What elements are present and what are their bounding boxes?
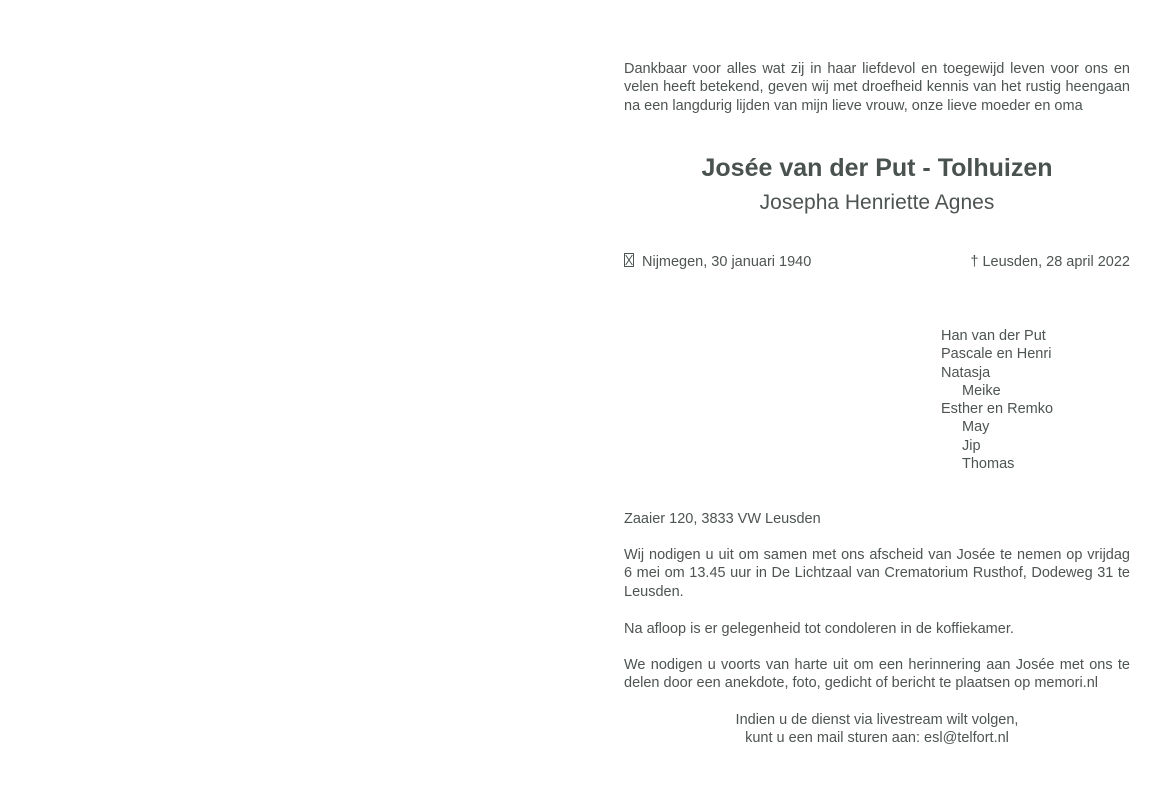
family-member-grandchild: May xyxy=(962,419,990,436)
deceased-full-names: Josepha Henriette Agnes xyxy=(759,191,995,214)
livestream-note xyxy=(624,711,1130,748)
livestream-line-1: Indien u de dienst via livestream wilt volgen, xyxy=(735,712,1019,728)
birth-text: Nijmegen, 30 januari 1940 xyxy=(642,254,812,270)
invitation-paragraph: Wij nodigen u uit om samen met ons afscheid van Josée te nemen op vrijdag 6 mei om 13.45 uur in De Lichtzaal van Crematorium Rusthof, Dodeweg 31 te Leusden. xyxy=(624,547,1130,600)
family-member: Pascale en Henri xyxy=(941,346,1052,363)
dates-row xyxy=(624,253,1130,273)
card-right-panel xyxy=(624,0,1130,807)
family-member-grandchild: Meike xyxy=(962,382,1001,399)
death-info: † Leusden, 28 april 2022 xyxy=(970,254,1130,270)
family-member: Esther en Remko xyxy=(941,401,1054,418)
condolence-paragraph: Na afloop is er gelegenheid tot condoleren in de koffiekamer. xyxy=(624,621,1014,637)
birth-star-icon xyxy=(624,253,634,267)
memory-paragraph: We nodigen u voorts van harte uit om een herinnering aan Josée met ons te delen door een anekdote, foto, gedicht of bericht te plaatsen op memori.nl xyxy=(624,657,1130,692)
family-member-grandchild: Thomas xyxy=(962,456,1015,473)
livestream-line-2: kunt u een mail sturen aan: esl@telfort.nl xyxy=(745,730,1009,747)
deceased-name: Josée van der Put - Tolhuizen xyxy=(701,154,1053,182)
birth-info xyxy=(624,253,811,271)
intro-text: Dankbaar voor alles wat zij in haar liefdevol en toegewijd leven voor ons en velen heeft betekend, geven wij met droefheid kennis van het rustig heengaan na een langdurig lijden van mijn lieve vrouw, onze lieve moeder en oma xyxy=(624,61,1130,114)
family-member-grandchild: Jip xyxy=(962,437,981,454)
family-list xyxy=(941,327,1130,473)
family-member: Han van der Put xyxy=(941,328,1046,344)
family-member: Natasja xyxy=(941,364,991,381)
address: Zaaier 120, 3833 VW Leusden xyxy=(624,511,821,527)
